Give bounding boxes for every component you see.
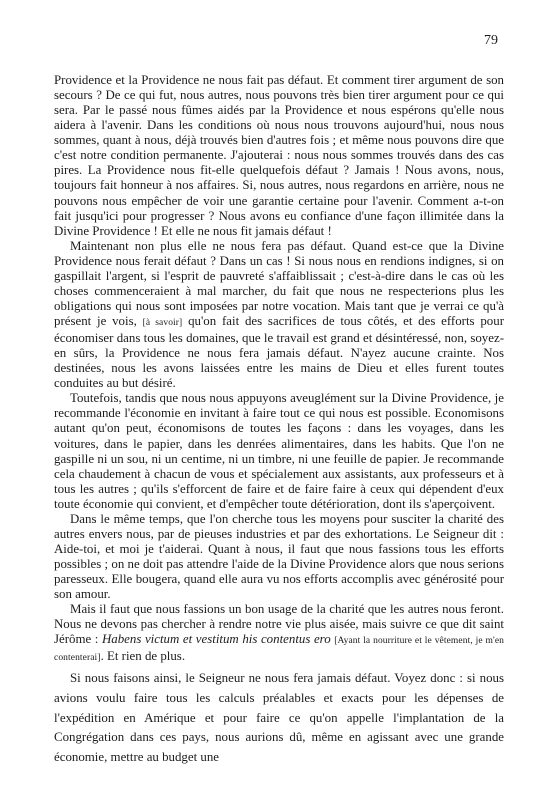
text-body xyxy=(54,73,504,767)
paragraph-3 xyxy=(54,391,504,512)
text-segment: Si nous faisons ainsi, le Seigneur ne nous fera jamais défaut. Voyez donc : si nous avions voulu faire tous les calculs préalables et exacts pour les dépenses de l'expédition en Amérique et pour faire ce qu'on appelle l'implantation de la Congrégation dans ces pays, nous aurions dû, même en agissant avec une grande économie, mettre au budget une xyxy=(54,671,504,764)
paragraph-2 xyxy=(54,239,504,392)
editorial-note: [Ayant la nourriture et le vêtement, je m'en contenterai] xyxy=(54,636,504,664)
paragraph-4 xyxy=(54,512,504,602)
text-segment: . Et rien de plus. xyxy=(100,649,186,664)
text-segment: qu'on fait des sacrifices de tous côtés, et des efforts pour économiser dans tous les domaines, que le travail est grand et désintéressé, non, soyez-en sûrs, la Providence ne nous fera jamais défaut. N'ayez aucune crainte. Nos destinées, nous les avons laissées entre les mains de Dieu et elles furent toutes conduites au but désiré. xyxy=(54,314,504,391)
text-segment: Providence et la Providence ne nous fait pas défaut. Et comment tirer argument de son secours ? De ce qui fut, nous autres, nous pouvons très bien tirer argument pour ce qui sera. Par le passé nous fûmes aidés par la Providence et nous espérons qu'elle nous aidera à l'avenir. Dans les conditions où nous nous trouvons aujourd'hui, nous nous sommes, quant à nous, déjà trouvés bien d'autres fois ; et même nous pouvons dire que c'est notre condition permanente. J'ajouterai : nous nous sommes trouvés dans des cas pires. La Providence nous fit-elle quelquefois défaut ? Jamais ! Nous avons, nous, toujours fait honneur à nos affaires. Si, nous autres, nous regardons en arrière, nous ne pouvons nous empêcher de voir une garantie certaine pour l'avenir. Comment a-t-on fait jusqu'ici pour progresser ? Nous avons eu confiance d'une façon illimitée dans la Divine Providence ! Et elle ne nous fit jamais défaut ! xyxy=(54,73,504,238)
text-segment: Maintenant non plus elle ne nous fera pas défaut. Quand est-ce que la Divine Providence nous ferait défaut ? Dans un cas ! Si nous nous en rendions indignes, si on gaspillait l'argent, si l'esprit de pauvreté s'affaiblissait ; c'est-à-dire dans le cas où les choses commenceraient à mal marcher, du fait que nous ne respecterions plus les obligations qui nous sont imposées par notre vocation. Mais tant que je verrai ce qu'à présent je vois, xyxy=(54,238,504,328)
text-segment: Mais il faut que nous fassions un bon usage de la charité que les autres nous feront. Nous ne devons pas chercher à rendre notre vie plus aisée, mais suivre ce que dit saint Jérôme : xyxy=(54,602,504,647)
editorial-note: [à savoir] xyxy=(142,318,183,328)
paragraph-6 xyxy=(54,669,504,767)
page-number: 79 xyxy=(484,33,498,48)
text-segment: Toutefois, tandis que nous nous appuyons aveuglément sur la Divine Providence, je recommande l'économie en invitant à faire tout ce qui nous est possible. Economisons autant qu'on peut, économisons de toutes les façons : dans les voyages, dans les voitures, dans le papier, dans les denrées alimentaires, dans les habits. Que l'on ne gaspille ni un sou, ni un centime, ni un timbre, ni une feuille de papier. Je recommande cela chaudement à chacun de vous et spécialement aux assistants, aux professeurs et à tous les autres ; qu'ils s'efforcent de faire et de faire faire à ceux qui dépendent d'eux toute économie qui convient, et d'empêcher toute détérioration, dont ils s'aperçoivent. xyxy=(54,391,504,511)
paragraph-1 xyxy=(54,73,504,239)
text-segment: Dans le même temps, que l'on cherche tous les moyens pour susciter la charité des autres envers nous, par de pieuses industries et par des exhortations. Le Seigneur dit : Aide-toi, et moi je t'aiderai. Quant à nous, il faut que nous fassions tous les efforts possibles ; on ne doit pas attendre l'aide de la Divine Providence alors que nous serions paresseux. Elle bougera, quand elle aura vu nos efforts accomplis avec générosité pour son amour. xyxy=(54,511,504,602)
latin-quote: Habens victum et vestitum his contentus ero xyxy=(101,632,331,647)
paragraph-5 xyxy=(54,602,504,666)
